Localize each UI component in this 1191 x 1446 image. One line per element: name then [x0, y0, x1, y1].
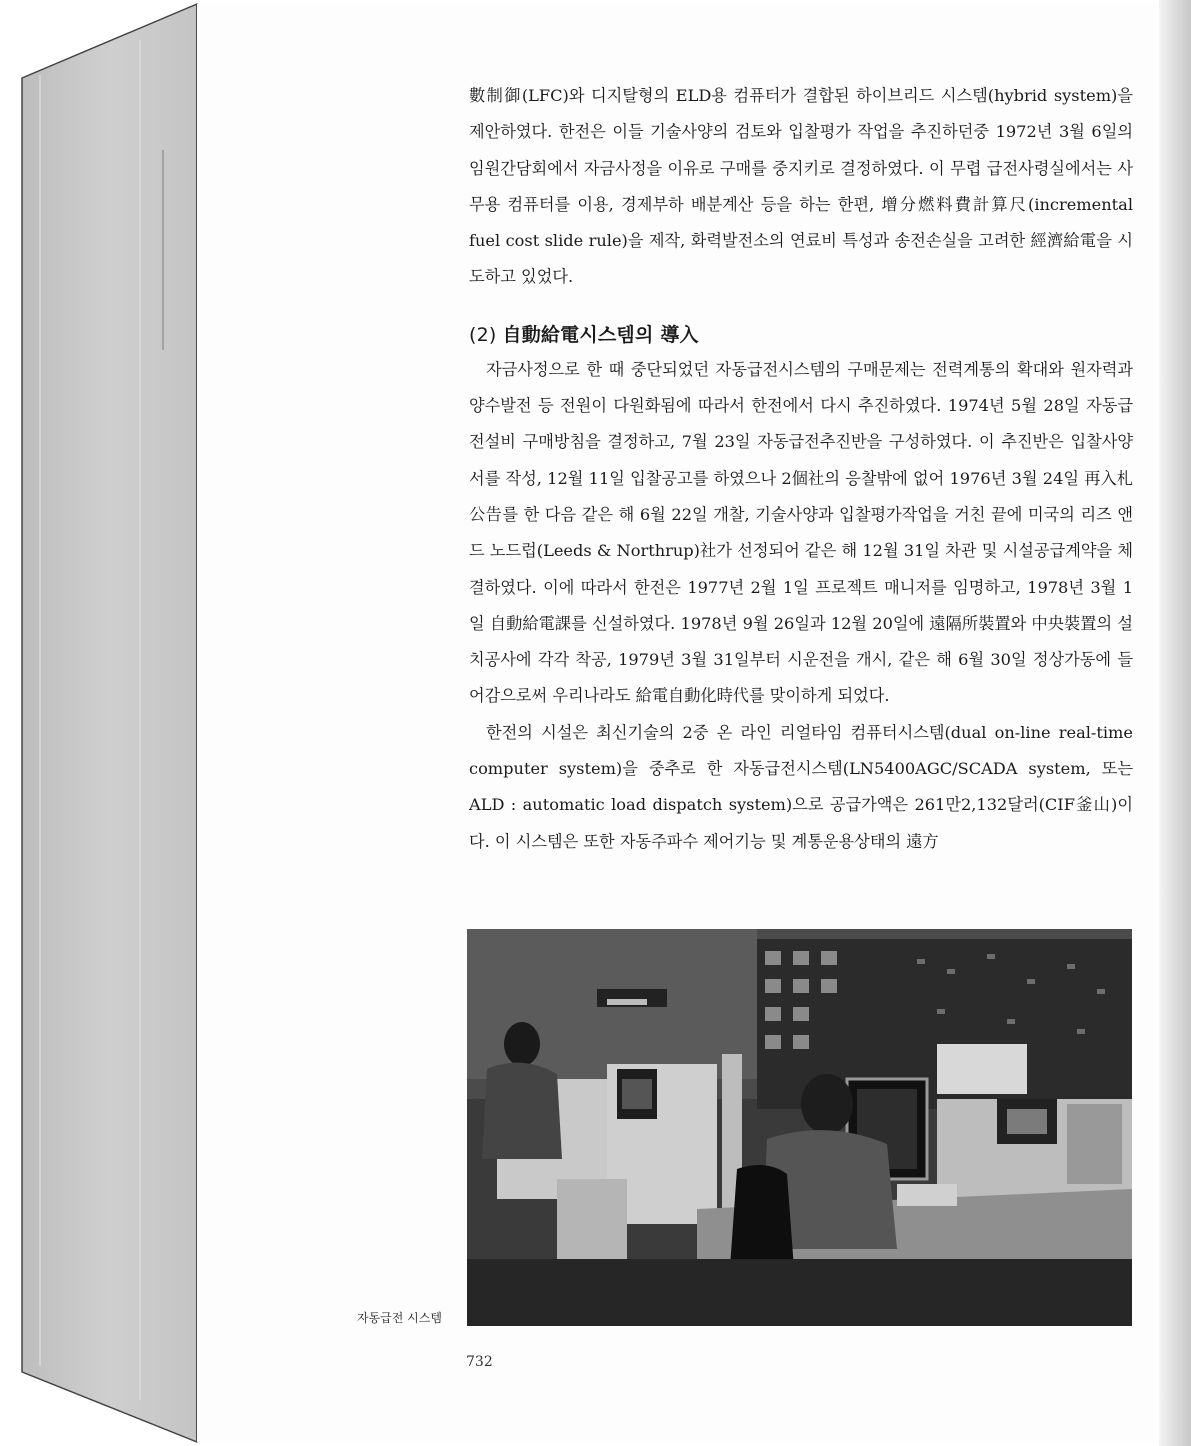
section-heading: [469, 318, 1133, 352]
page-number: 732: [466, 1354, 493, 1370]
article-text: [469, 78, 1133, 860]
paragraph-1: 數制御(LFC)와 디지탈형의 ELD용 컴퓨터가 결합된 하이브리드 시스템(hybrid system)을 제안하였다. 한전은 이들 기술사양의 검토와 입찰평가 작업을 추진하던중 1972년 3월 6일의 임원간담회에서 자금사정을 이유로 구매를 중지키로 결정하였다. 이 무렵 급전사령실에서는 사무용 컴퓨터를 이용, 경제부하 배분계산 등을 하는 한편, 增分燃料費計算尺(incremental fuel cost slide rule)을 제작, 화력발전소의 연료비 특성과 송전손실을 고려한 經濟給電을 시도하고 있었다.: [469, 86, 1133, 287]
figure-caption: 자동급전 시스템: [357, 1311, 442, 1325]
control-room-photo: [467, 929, 1132, 1326]
page-gutter-shadow: [1159, 0, 1191, 1446]
section-number: (2): [469, 323, 497, 346]
paragraph-3: 한전의 시설은 최신기술의 2중 온 라인 리얼타임 컴퓨터시스템(dual on-line real-time computer system)을 중추로 한 자동급전시스템(LN5400AGC/SCADA system, 또는 ALD : automatic load dispatch system)으로 공급가액은 261만2,132달러(CIF釜山)이다. 이 시스템은 또한 자동주파수 제어기능 및 계통운용상태의 遠方: [469, 722, 1133, 851]
control-room-illustration: [467, 929, 1132, 1326]
paragraph-2: 자금사정으로 한 때 중단되었던 자동급전시스템의 구매문제는 전력계통의 확대와 원자력과 양수발전 등 전원이 다원화됨에 따라서 한전에서 다시 추진하였다. 1974년 5월 28일 자동급전설비 구매방침을 결정하고, 7월 23일 자동급전추진반을 구성하였다. 이 추진반은 입찰사양서를 작성, 12월 11일 입찰공고를 하였으나 2個社의 응찰밖에 없어 1976년 3월 24일 再入札公告를 한 다음 같은 해 6월 22일 개찰, 기술사양과 입찰평가작업을 거친 끝에 미국의 리즈 앤드 노드럽(Leeds & Northrup)社가 선정되어 같은 해 12월 31일 차관 및 시설공급계약을 체결하였다. 이에 따라서 한전은 1977년 2월 1일 프로젝트 매니저를 임명하고, 1978년 3월 1일 自動給電課를 신설하였다. 1978년 9월 26일과 12월 20일에 遠隔所裝置와 中央裝置의 설치공사에 각각 착공, 1979년 3월 31일부터 시운전을 개시, 같은 해 6월 30일 정상가동에 들어감으로써 우리나라도 給電自動化時代를 맞이하게 되었다.: [469, 359, 1133, 706]
section-title: 自動給電시스템의 導入: [502, 323, 699, 346]
